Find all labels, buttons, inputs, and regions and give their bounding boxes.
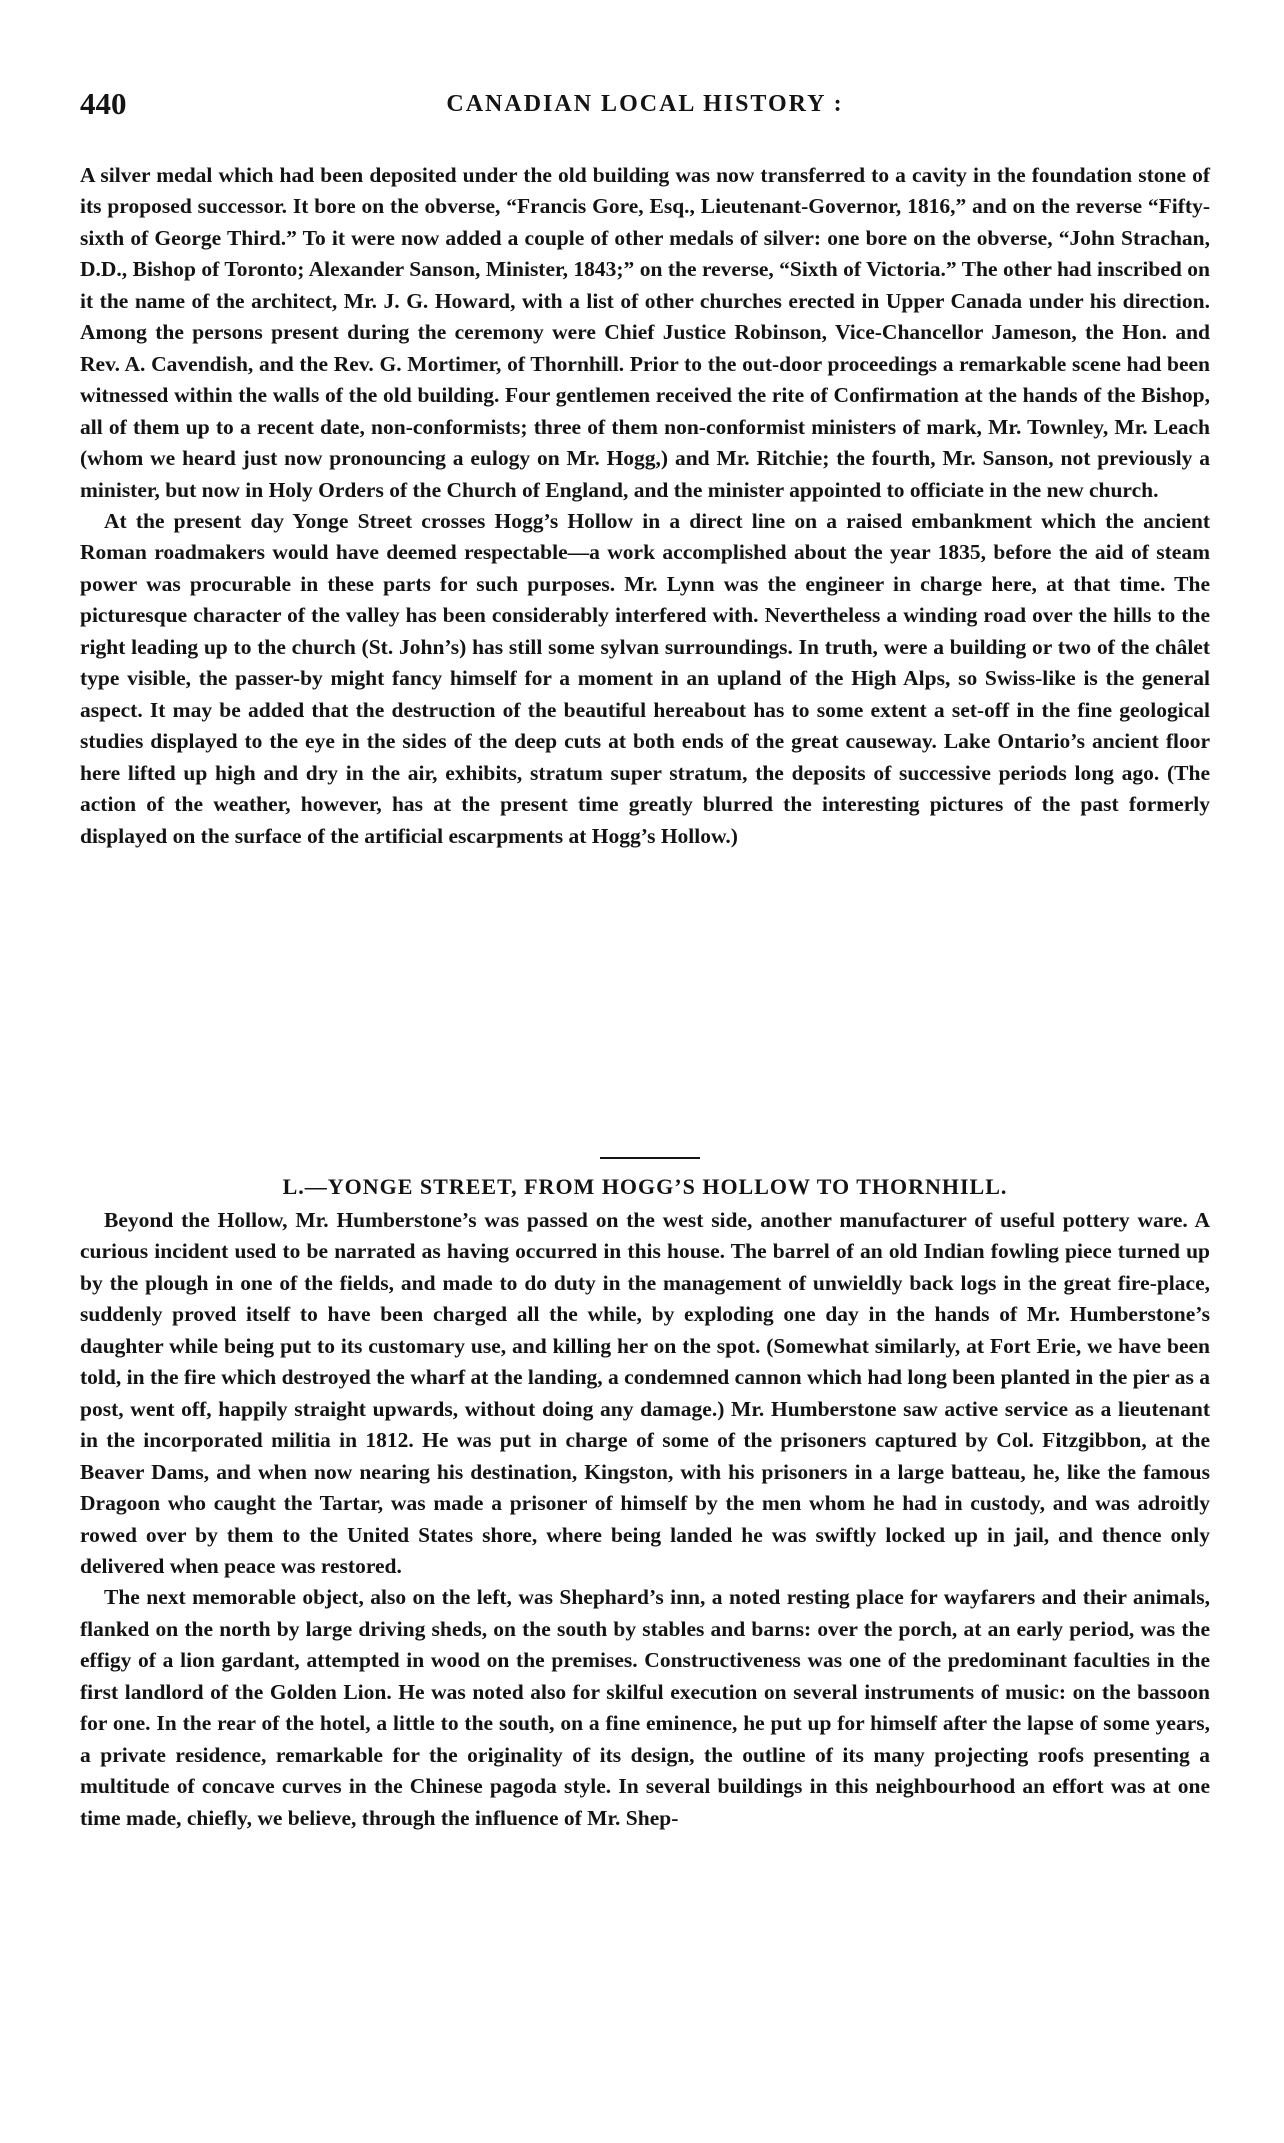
paragraph-medals: A silver medal which had been deposited under the old building was now transferred to a cavity in the foundation stone of its proposed successor. It bore on the obverse, “Francis Gore, Esq., Lieutenant-Governor, 1816,” and on the reverse “Fifty-sixth of George Third.” To it were now added a couple of other medals of silver: one bore on the obverse, “John Strachan, D.D., Bishop of Toronto; Alexander Sanson, Minister, 1843;” on the reverse, “Sixth of Victoria.” The other had inscribed on it the name of the architect, Mr. J. G. Howard, with a list of other churches erected in Upper Canada under his direction. Among the persons present during the ceremony were Chief Justice Robinson, Vice-Chancellor Jameson, the Hon. and Rev. A. Cavendish, and the Rev. G. Mortimer, of Thornhill. Prior to the out-door proceedings a remarkable scene had been witnessed within the walls of the old building. Four gentlemen received the rite of Confirmation at the hands of the Bishop, all of them up to a recent date, non-conformists; three of them non-conformist ministers of mark, Mr. Townley, Mr. Leach (whom we heard just now pronouncing a eulogy on Mr. Hogg,) and Mr. Ritchie; the fourth, Mr. Sanson, not previously a minister, but now in Holy Orders of the Church of England, and the minister appointed to officiate in the new church. [80, 163, 1210, 502]
section-body-text [80, 1205, 1210, 1834]
section-heading: L.—YONGE STREET, FROM HOGG’S HOLLOW TO THORNHILL. [282, 1174, 1008, 1199]
running-title: CANADIAN LOCAL HISTORY : [446, 91, 844, 117]
section-divider [600, 1157, 700, 1159]
paragraph-shephards-inn: The next memorable object, also on the left, was Shephard’s inn, a noted resting place for wayfarers and their animals, flanked on the north by large driving sheds, on the south by stables and barns: over the porch, at an early period, was the effigy of a lion gardant, attempted in wood on the premises. Constructiveness was one of the predominant faculties in the first landlord of the Golden Lion. He was noted also for skilful execution on several instruments of music: on the bassoon for one. In the rear of the hotel, a little to the south, on a fine eminence, he put up for himself after the lapse of some years, a private residence, remarkable for the originality of its design, the outline of its many projecting roofs presenting a multitude of concave curves in the Chinese pagoda style. In several buildings in this neighbourhood an effort was at one time made, chiefly, we believe, through the influence of Mr. Shep- [80, 1585, 1210, 1830]
page-number: 440 [80, 86, 127, 121]
paragraph-hoggs-hollow: At the present day Yonge Street crosses Hogg’s Hollow in a direct line on a raised embankment which the ancient Roman roadmakers would have deemed respectable—a work accomplished about the year 1835, before the aid of steam power was procurable in these parts for such purposes. Mr. Lynn was the engineer in charge here, at that time. The picturesque character of the valley has been considerably interfered with. Nevertheless a winding road over the hills to the right leading up to the church (St. John’s) has still some sylvan surroundings. In truth, were a building or two of the châlet type visible, the passer-by might fancy himself for a moment in an upland of the High Alps, so Swiss-like is the general aspect. It may be added that the destruction of the beautiful hereabout has to some extent a set-off in the fine geological studies displayed to the eye in the sides of the deep cuts at both ends of the great causeway. Lake Ontario’s ancient floor here lifted up high and dry in the air, exhibits, stratum super stratum, the deposits of successive periods long ago. (The action of the weather, however, has at the present time greatly blurred the interesting pictures of the past formerly displayed on the surface of the artificial escarpments at Hogg’s Hollow.) [80, 508, 1210, 848]
body-text [80, 160, 1210, 852]
page-header [80, 84, 1210, 124]
paragraph-humberstone: Beyond the Hollow, Mr. Humberstone’s was passed on the west side, another manufacturer of useful pottery ware. A curious incident used to be narrated as having occurred in this house. The barrel of an old Indian fowling piece turned up by the plough in one of the fields, and made to do duty in the management of unwieldly back logs in the great fire-place, suddenly proved itself to have been charged all the while, by exploding one day in the hands of Mr. Humberstone’s daughter while being put to its customary use, and killing her on the spot. (Somewhat similarly, at Fort Erie, we have been told, in the fire which destroyed the wharf at the landing, a condemned cannon which had long been planted in the pier as a post, went off, happily straight upwards, without doing any damage.) Mr. Humberstone saw active service as a lieutenant in the incorporated militia in 1812. He was put in charge of some of the prisoners captured by Col. Fitzgibbon, at the Beaver Dams, and when now nearing his destination, Kingston, with his prisoners in a large batteau, he, like the famous Dragoon who caught the Tartar, was made a prisoner of himself by the men whom he had in custody, and was adroitly rowed over by them to the United States shore, where being landed he was swiftly locked up in jail, and thence only delivered when peace was restored. [80, 1208, 1210, 1578]
